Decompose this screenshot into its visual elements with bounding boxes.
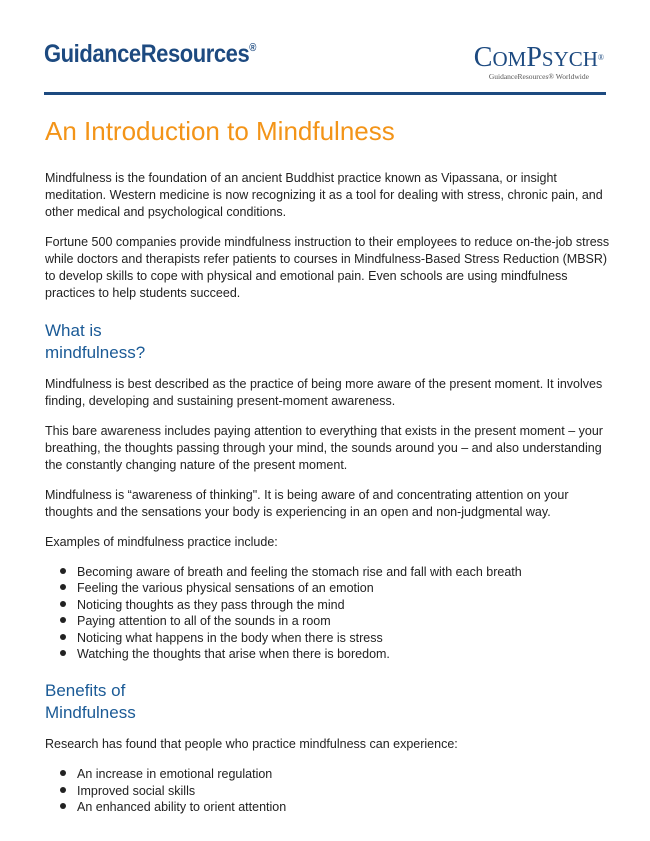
logo-letter: P	[526, 42, 542, 73]
logo-letters: SYCH	[541, 47, 598, 71]
list-item: Noticing what happens in the body when there is stress	[77, 630, 610, 646]
list-item: Noticing thoughts as they pass through the mind	[77, 597, 610, 613]
logo-text: GuidanceResources	[44, 40, 250, 68]
paragraph: This bare awareness includes paying attention to everything that exists in the present moment – your breathing, the thoughts passing through your mind, the sounds around you – and also understanding the constantly changing nature of the present moment.	[45, 424, 603, 472]
list-item: Improved social skills	[77, 783, 610, 799]
list-item: An enhanced ability to orient attention	[77, 799, 610, 815]
list-item: Becoming aware of breath and feeling the stomach rise and fall with each breath	[77, 564, 610, 580]
list-item: Feeling the various physical sensations of an emotion	[77, 580, 610, 596]
examples-list	[45, 564, 610, 662]
benefits-list	[45, 766, 610, 815]
logo-letters: OM	[492, 47, 527, 71]
logo-tagline: GuidanceResources® Worldwide	[488, 72, 589, 81]
header-divider	[44, 92, 606, 95]
section-heading: What is mindfulness?	[45, 321, 146, 362]
registered-mark: ®	[597, 53, 604, 62]
paragraph: Mindfulness is best described as the practice of being more aware of the present moment. It involves finding, developing and sustaining present-moment awareness.	[45, 377, 603, 408]
paragraph: Mindfulness is “awareness of thinking". It is being aware of and concentrating attention on your thoughts and the sensations your body is experiencing in an open and non-judgmental way.	[45, 488, 569, 519]
section-heading: Benefits of Mindfulness	[45, 681, 136, 723]
intro-paragraph: Fortune 500 companies provide mindfulness instruction to their employees to reduce on-the-job stress while doctors and therapists refer patients to courses in Mindfulness-Based Stress Reduction (MBSR) to develop skills to cope with physical and emotional pain. Even schools are using mindfulness practices to help students succeed.	[45, 235, 610, 300]
article	[45, 114, 610, 816]
paragraph: Research has found that people who practice mindfulness can experience:	[45, 737, 458, 752]
guidance-resources-logo	[44, 40, 256, 69]
list-item: Watching the thoughts that arise when there is boredom.	[77, 646, 610, 662]
list-item: An increase in emotional regulation	[77, 766, 610, 782]
logo-letter: C	[473, 42, 493, 73]
list-item: Paying attention to all of the sounds in a room	[77, 613, 610, 629]
registered-mark: ®	[249, 42, 256, 54]
intro-paragraph: Mindfulness is the foundation of an ancient Buddhist practice known as Vipassana, or insight meditation. Western medicine is now recognizing it as a tool for dealing with stress, chronic pain, and other medical and psychological conditions.	[45, 171, 603, 219]
compsych-logo	[474, 44, 604, 81]
paragraph: Examples of mindfulness practice include:	[45, 535, 278, 549]
page-title: An Introduction to Mindfulness	[45, 116, 395, 146]
